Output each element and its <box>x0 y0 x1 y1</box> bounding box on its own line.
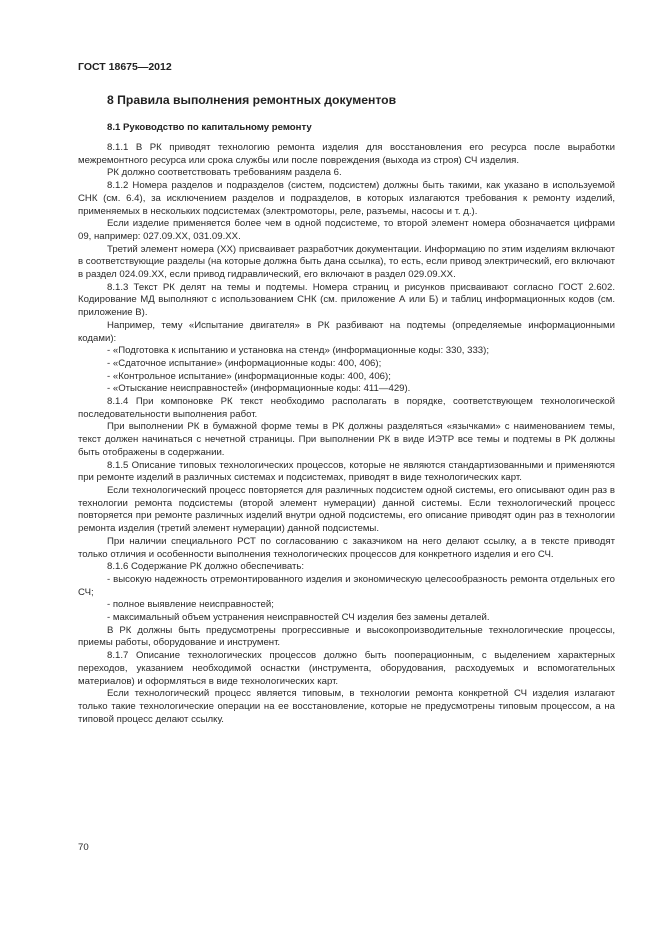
paragraph: 8.1.3 Текст РК делят на темы и подтемы. Номера страниц и рисунков присваивают согласно ГОСТ 2.602. Кодирование МД выполняют с использованием СНК (см. приложение А или Б) и таблиц информационных кодов (см. приложение В). <box>78 281 615 319</box>
paragraph: - «Отыскание неисправностей» (информационные коды: 411—429). <box>107 383 411 395</box>
running-header: ГОСТ 18675—2012 <box>78 61 172 73</box>
paragraph: Если технологический процесс повторяется для различных подсистем одной системы, его описывают один раз в технологии ремонта подсистемы (второй элемент нумерации) данной системы. Если технологический процесс повторяется при ремонте различных изделий внутри одной подсистемы, его описание приводят один раз в технологии ремонта изделия (третий элемент нумерации) данной подсистемы. <box>78 484 615 535</box>
page-number: 70 <box>78 842 89 853</box>
paragraph: - «Контрольное испытание» (информационные коды: 400, 406); <box>107 370 391 382</box>
paragraph: 8.1.2 Номера разделов и подразделов (систем, подсистем) должны быть такими, как указано в используемой СНК (см. 6.4), за исключением разделов и подразделов, в которых излагаются требования к ремонту изделий, применяемых в нескольких подсистемах (электромоторы, реле, разъемы, насосы и т. д.). <box>78 180 615 217</box>
paragraph: Третий элемент номера (XX) присваивает разработчик документации. Информацию по этим изделиям включают в соответствующие разделы (на которые должна быть дана ссылка), то есть, если привод электрический, его включают в раздел 024.09.XX, если привод гидравлический, его включают в раздел 029.09.XX. <box>78 243 615 281</box>
paragraph: 8.1.6 Содержание РК должно обеспечивать: <box>107 561 305 573</box>
paragraph: 8.1.1 В РК приводят технологию ремонта изделия для восстановления его ресурса после выработки межремонтного ресурса или срока службы или после повреждения (выхода из строя) СЧ изделия. <box>78 142 615 166</box>
paragraph: - высокую надежность отремонтированного изделия и экономическую целесообразность ремонта отдельных его СЧ; <box>78 573 615 598</box>
paragraph: При выполнении РК в бумажной форме темы в РК должны разделяться «язычками» с наименованием темы, текст должен начинаться с нечетной страницы. При выполнении РК в виде ИЭТР все темы и подтемы в РК должны быть отображены в содержании. <box>78 421 615 458</box>
paragraph: - полное выявление неисправностей; <box>107 599 274 611</box>
paragraph: 8.1.4 При компоновке РК текст необходимо располагать в порядке, соответствующем технологической последовательности выполнения работ. <box>78 396 615 420</box>
paragraph: 8.1.7 Описание технологических процессов должно быть пооперационным, с выделением характерных переходов, указанием необходимой оснастки (инструмента, оборудования, расходуемых и вспомогательных материалов) и оформляться в виде технологических карт. <box>78 650 615 687</box>
paragraph: - «Сдаточное испытание» (информационные коды: 400, 406); <box>107 357 382 369</box>
subsection-heading: 8.1 Руководство по капитальному ремонту <box>107 122 312 133</box>
paragraph: 8.1.5 Описание типовых технологических процессов, которые не являются стандартизованными и применяются при ремонте изделий в различных системах и подсистемах, приводят в виде технологических карт. <box>78 459 615 484</box>
paragraph: - максимальный объем устранения неисправностей СЧ изделия без замены деталей. <box>107 612 490 624</box>
paragraph: РК должно соответствовать требованиям раздела 6. <box>107 167 342 179</box>
paragraph: - «Подготовка к испытанию и установка на стенд» (информационные коды: 330, 333); <box>107 345 489 357</box>
paragraph: В РК должны быть предусмотрены прогрессивные и высокопроизводительные технологические процессы, приемы работы, оборудование и инструмент. <box>78 624 615 649</box>
body-text <box>78 142 615 726</box>
paragraph: Например, тему «Испытание двигателя» в РК разбивают на подтемы (определяемые информационными кодами): <box>78 319 615 344</box>
paragraph: Если изделие применяется более чем в одной подсистеме, то второй элемент номера обозначается цифрами 09, например: 027.09.XX, 031.09.XX. <box>78 218 615 242</box>
paragraph: Если технологический процесс является типовым, в технологии ремонта конкретной СЧ изделия излагают только такие технологические операции на ее восстановление, которые не предусмотрены типовым процессом, а на типовой процесс делают ссылку. <box>78 688 615 725</box>
paragraph: При наличии специального РСТ по согласованию с заказчиком на него делают ссылку, а в тексте приводят только отличия и особенности выполнения технологических процессов для конкретного изделия и его СЧ. <box>78 535 615 560</box>
section-heading: 8 Правила выполнения ремонтных документов <box>107 93 397 107</box>
